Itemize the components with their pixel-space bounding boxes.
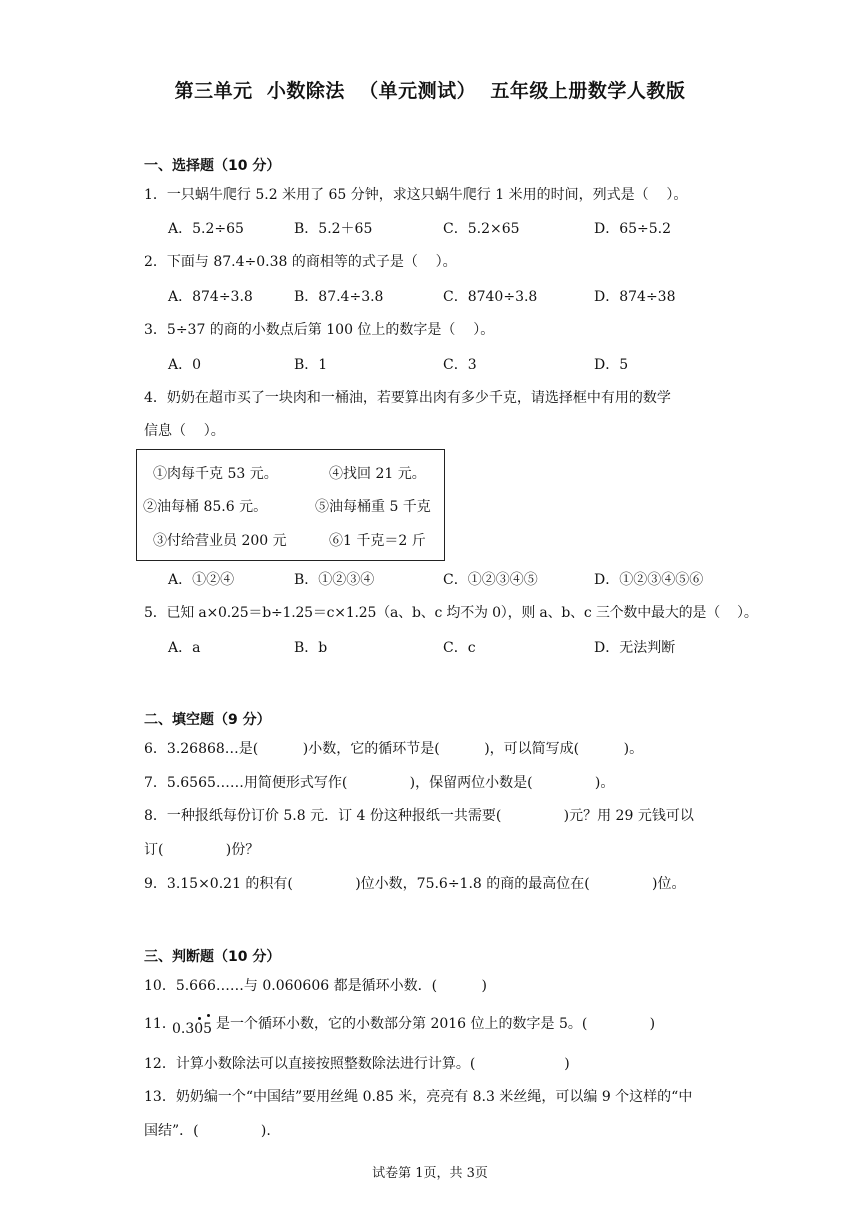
section-heading-choice: 一、选择题（10 分）	[144, 158, 281, 174]
option-b[interactable]: B．5.2＋65	[294, 221, 373, 237]
option-c[interactable]: C．c	[443, 640, 476, 656]
question-4-line-2: 信息（ ）。	[144, 423, 225, 439]
info-item-1: ①肉每千克 53 元。	[153, 466, 278, 482]
question-4-line-1: 4．奶奶在超市买了一块肉和一桶油，若要算出肉有多少千克，请选择框中有用的数学	[144, 390, 671, 406]
question-8-line-2: 订( )份？	[144, 842, 260, 858]
info-item-4: ④找回 21 元。	[329, 466, 426, 482]
page-footer: 试卷第 1页，共 3页	[372, 1166, 488, 1181]
question-9: 9．3.15×0.21 的积有( )位小数，75.6÷1.8 的商的最高位在( )位。	[144, 876, 686, 892]
question-6: 6．3.26868…是( )小数，它的循环节是( )，可以简写成( )。	[144, 741, 644, 757]
question-8-line-1: 8．一种报纸每份订价 5.8 元．订 4 份这种报纸一共需要( )元？用 29 元钱可以	[144, 808, 694, 824]
question-11-text: 是一个循环小数，它的小数部分第 2016 位上的数字是 5。( )	[216, 1016, 656, 1032]
option-b[interactable]: B．①②③④	[294, 572, 375, 588]
option-d[interactable]: D．无法判断	[594, 640, 676, 656]
repeat-dot-end	[207, 1014, 210, 1017]
section-heading-judge: 三、判断题（10 分）	[144, 949, 281, 965]
option-a[interactable]: A．874÷3.8	[168, 289, 253, 305]
question-7: 7．5.6565……用简便形式写作( )，保留两位小数是( )。	[144, 775, 615, 791]
option-b[interactable]: B．87.4÷3.8	[294, 289, 384, 305]
info-item-6: ⑥1 千克＝2 斤	[329, 533, 426, 549]
option-d[interactable]: D．65÷5.2	[594, 221, 672, 237]
option-a[interactable]: A．0	[168, 357, 202, 373]
question-5-options	[168, 637, 728, 657]
option-d[interactable]: D．①②③④⑤⑥	[594, 572, 704, 588]
info-item-2: ②油每桶 85.6 元。	[143, 499, 268, 515]
question-10: 10．5.666……与 0.060606 都是循环小数．( )	[144, 978, 488, 994]
question-13-line-1: 13．奶奶编一个“中国结”要用丝绳 0.85 米，亮亮有 8.3 米丝绳，可以编 9 个这样的“中	[144, 1089, 693, 1105]
option-b[interactable]: B．1	[294, 357, 328, 373]
option-a[interactable]: A．①②④	[168, 572, 235, 588]
question-3: 3．5÷37 的商的小数点后第 100 位上的数字是（ ）。	[144, 322, 495, 338]
question-2-options	[168, 286, 728, 306]
option-a[interactable]: A．a	[168, 640, 201, 656]
question-11-number: 11．	[144, 1016, 176, 1032]
option-d[interactable]: D．5	[594, 357, 629, 373]
option-a[interactable]: A．5.2÷65	[168, 221, 244, 237]
question-4-options	[168, 569, 728, 589]
option-c[interactable]: C．3	[443, 357, 477, 373]
info-box	[136, 449, 445, 561]
info-item-3: ③付给营业员 200 元	[153, 533, 287, 549]
option-c[interactable]: C．①②③④⑤	[443, 572, 538, 588]
question-12: 12．计算小数除法可以直接按照整数除法进行计算。( )	[144, 1056, 570, 1072]
option-d[interactable]: D．874÷38	[594, 289, 676, 305]
question-3-options	[168, 354, 728, 374]
option-c[interactable]: C．5.2×65	[443, 221, 520, 237]
info-item-5: ⑤油每桶重 5 千克	[315, 499, 431, 515]
page-title: 第三单元 小数除法 （单元测试） 五年级上册数学人教版	[174, 80, 686, 102]
question-1-options	[168, 218, 728, 238]
section-heading-fill: 二、填空题（9 分）	[144, 712, 271, 728]
repeating-decimal: 0.305	[172, 1021, 213, 1037]
question-1: 1．一只蜗牛爬行 5.2 米用了 65 分钟，求这只蜗牛爬行 1 米用的时间，列式是（ ）。	[144, 187, 688, 203]
option-b[interactable]: B．b	[294, 640, 328, 656]
question-2: 2．下面与 87.4÷0.38 的商相等的式子是（ ）。	[144, 254, 457, 270]
repeat-dot-start	[198, 1017, 201, 1020]
option-c[interactable]: C．8740÷3.8	[443, 289, 538, 305]
question-13-line-2: 国结”．( ).	[144, 1123, 271, 1139]
question-5: 5．已知 a×0.25＝b÷1.25＝c×1.25（a、b、c 均不为 0），则 a、b、c 三个数中最大的是（ ）。	[144, 605, 758, 621]
